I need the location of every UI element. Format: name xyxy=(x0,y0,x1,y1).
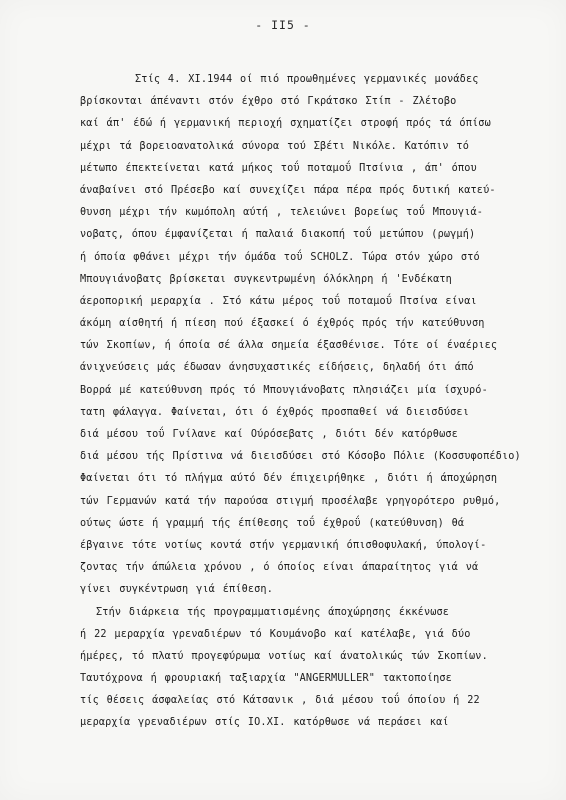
text-line: ήμέρες, τό πλατύ προγεφύρωμα νοτίως καί άνατολικώς τών Σκοπίων. xyxy=(80,650,488,662)
text-line: μεραρχία γρεναδιέρων στίς IO.XI. κατόρθωσε νά περάσει καί xyxy=(80,717,449,729)
text-line: τών Γερμανών κατά τήν παρούσα στιγμή προσέλαβε γρηγορότερο ρυθμό, xyxy=(80,495,501,507)
document-body xyxy=(80,69,550,735)
text-line: βρίσκονται άπέναντι στόν έχθρο στό Γκράτσκο Στίπ - Ζλέτοβο xyxy=(80,96,457,108)
text-line: Στήν διάρκεια τής προγραμματισμένης άποχώρησης έκκένωσε xyxy=(96,606,450,618)
text-line: Στίς 4. XI.1944 οί πιό προωθημένες γερμανικές μονάδες xyxy=(135,74,479,85)
text-line: άεροπορική μεραρχία . Στό κάτω μέρος τοΰ ποταμοΰ Πτσίνα είναι xyxy=(80,295,477,307)
text-line: Φαίνεται ότι τό πλήγμα αύτό δέν έπιχειρήθηκε , διότι ή άποχώρηση xyxy=(80,473,498,485)
text-line: ούτως ώστε ή γραμμή τής έπίθεσης τοΰ έχθροΰ (κατεύθυνση) θά xyxy=(80,517,465,529)
text-line: Ταυτόχρονα ή φρουριακή ταξιαρχία "ANGERMULLER" τακτοποίησε xyxy=(80,673,452,685)
text-line: άνιχνεύσεις μάς έδωσαν άνησυχαστικές είδήσεις, δηλαδή ότι άπό xyxy=(80,362,474,374)
text-line: ή όποία φθάνει μέχρι τήν όμάδα τοΰ SCHOLZ. Τώρα στόν χώρο στό xyxy=(80,251,480,263)
text-line: τατη φάλαγγα. Φαίνεται, ότι ό έχθρός προσπαθεί νά διεισδύσει xyxy=(80,406,470,418)
text-line: άναβαίνει στό Πρέσεβο καί συνεχίζει πάρα πέρα πρός δυτική κατεύ- xyxy=(80,184,496,196)
text-line: τών Σκοπίων, ή όποία σέ άλλα σημεία έξασθένισε. Τότε οί έναέριες xyxy=(80,340,498,352)
text-line: γίνει συγκέντρωση γιά έπίθεση. xyxy=(80,584,274,596)
text-line: ζοντας τήν άπώλεια χρόνου , ό όποίος είναι άπαραίτητος γιά νά xyxy=(80,562,479,574)
text-line: άκόμη αίσθητή ή πίεση πού έξασκεί ό έχθρός πρός τήν κατεύθυνση xyxy=(80,318,485,330)
text-line: τίς θέσεις άσφαλείας στό Κάτσανικ , διά μέσου τοΰ όποίου ή 22 xyxy=(80,695,480,707)
text-line: μέχρι τά βορειοανατολικά σύνορα τού Σβέτι Νικόλε. Κατόπιν τό xyxy=(80,140,470,152)
text-line: διά μέσου τής Πρίστινα νά διεισδύσει στό Κόσοβο Πόλιε (Κοσσυφοπέδιο) xyxy=(80,451,521,463)
text-line: έβγαινε τότε νοτίως κοντά στήν γερμανική όπισθοφυλακή, ύπολογί- xyxy=(80,539,487,551)
page-number: - II5 - xyxy=(255,18,311,32)
text-line: νοβατς, όπου έμφανίζεται ή παλαιά διακοπή τοΰ μετώπου (ρωγμή) xyxy=(80,229,476,241)
text-line: Βορρά μέ κατεύθυνση πρός τό Μπουγιάνοβατς πλησιάζει μία ίσχυρό- xyxy=(80,384,488,396)
text-line: διά μέσου τοΰ Γνίλανε καί Ούρόσεβατς , διότι δέν κατόρθωσε xyxy=(80,429,458,440)
text-line: ή 22 μεραρχία γρεναδιέρων τό Κουμάνοβο καί κατέλαβε, γιά δύο xyxy=(80,628,471,640)
text-line: μέτωπο έπεκτείνεται κατά μήκος τοΰ ποταμοΰ Πτσίνια , άπ' όπου xyxy=(80,162,477,174)
text-line: Μπουγιάνοβατς βρίσκεται συγκεντρωμένη όλόκληρη ή 'Ενδέκατη xyxy=(80,273,452,285)
text-line: θυνση μέχρι τήν κωμόπολη αύτή , τελειώνει βορείως τοΰ Μπουγιά- xyxy=(80,207,484,219)
text-line: καί άπ' έδώ ή γερμανική περιοχή σχηματίζει στροφή πρός τά όπίσω xyxy=(80,118,491,130)
